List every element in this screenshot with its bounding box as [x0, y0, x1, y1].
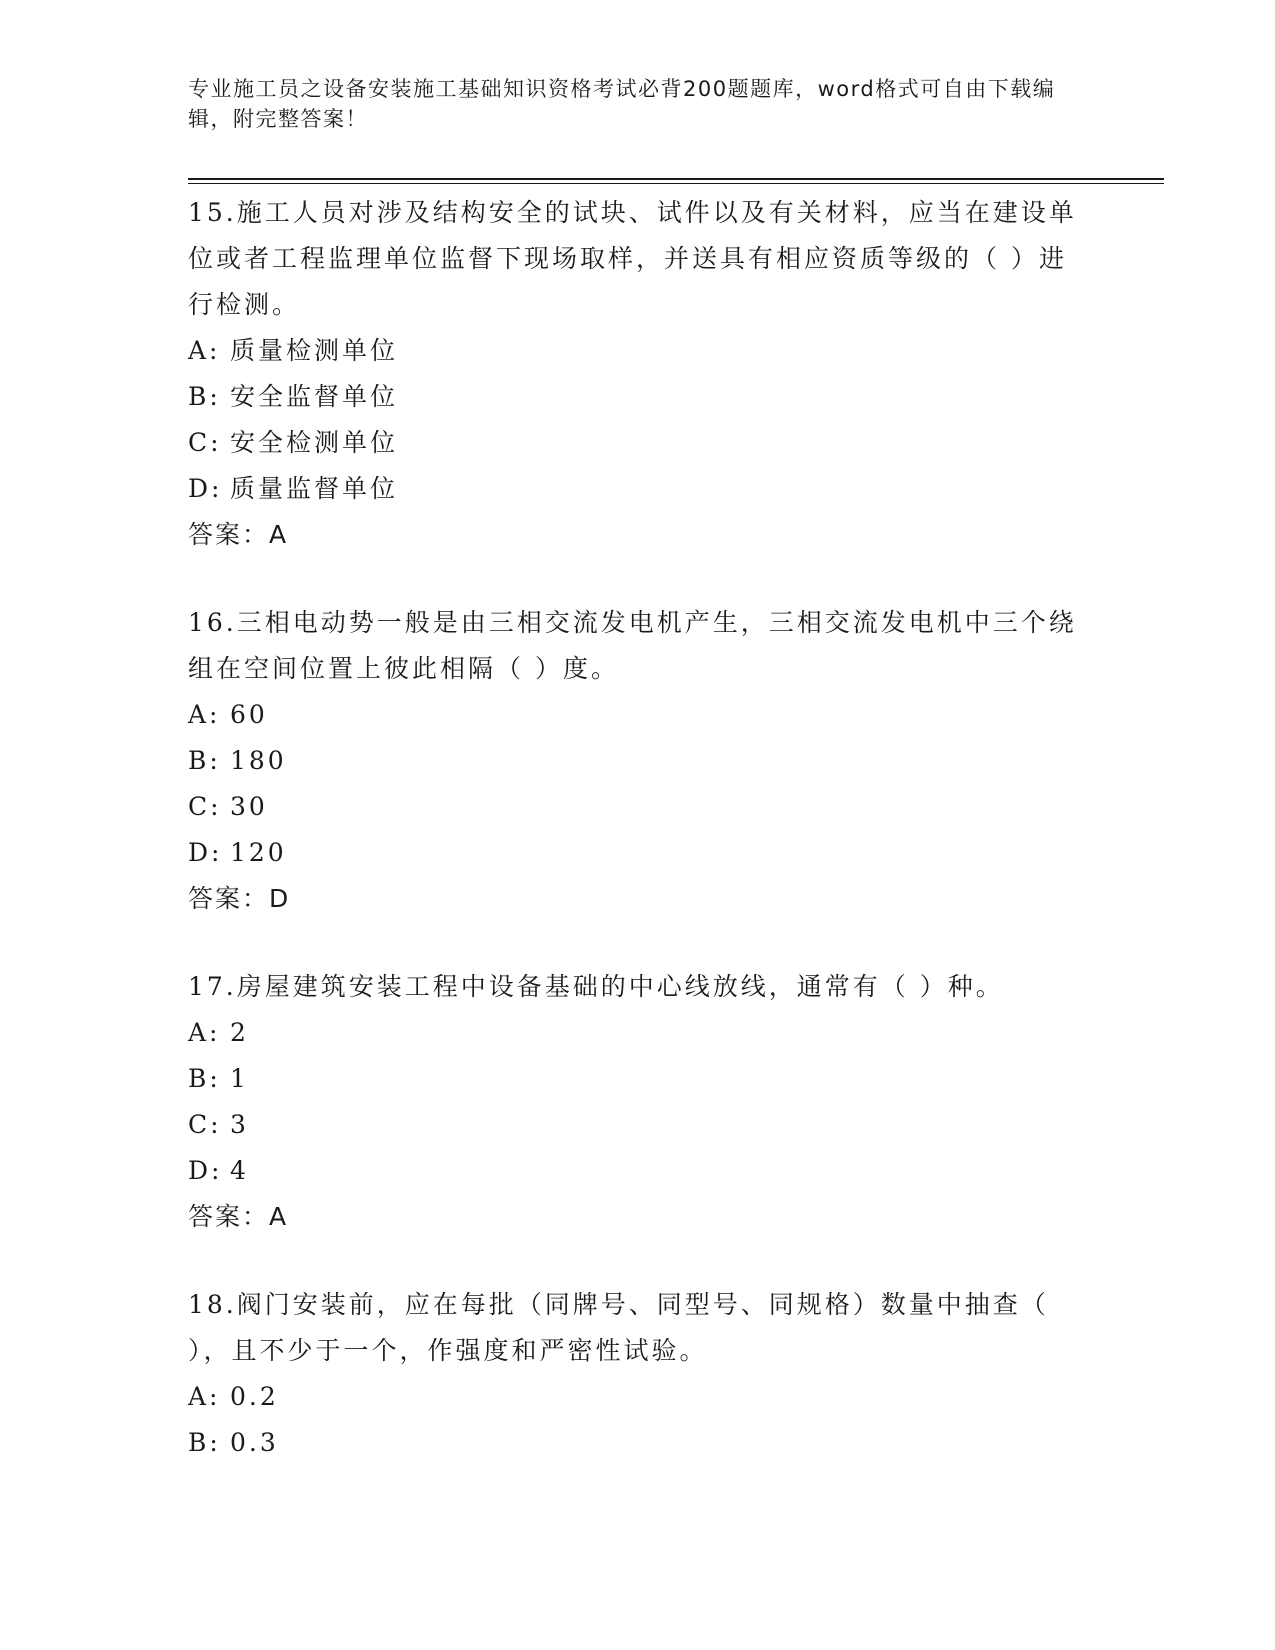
option-value: 质量监督单位 [230, 474, 399, 503]
question-18 [188, 1282, 1088, 1466]
option-c [188, 420, 1088, 466]
option-a [188, 692, 1088, 738]
option-letter: A: [188, 1018, 221, 1047]
option-letter: B: [188, 382, 221, 411]
option-value: 0.2 [230, 1382, 279, 1411]
option-d [188, 1148, 1088, 1194]
answer-line: 答案：A [188, 520, 289, 549]
option-value: 安全监督单位 [230, 382, 399, 411]
option-letter: D: [188, 474, 223, 503]
question-text: 17.房屋建筑安装工程中设备基础的中心线放线，通常有（ ）种。 [188, 972, 1004, 1001]
option-letter: B: [188, 1428, 221, 1457]
option-value: 4 [230, 1156, 249, 1185]
question-15 [188, 190, 1088, 558]
option-value: 120 [230, 838, 287, 867]
option-a [188, 1010, 1088, 1056]
option-letter: C: [188, 428, 222, 457]
option-letter: D: [188, 1156, 223, 1185]
header-divider-thick [188, 178, 1164, 180]
option-b [188, 1056, 1088, 1102]
option-a [188, 328, 1088, 374]
option-letter: A: [188, 1382, 221, 1411]
spacer [188, 1240, 1088, 1282]
question-text: 18.阀门安装前，应在每批（同牌号、同型号、同规格）数量中抽查（ ），且不少于一个，作强度和严密性试验。 [188, 1290, 1049, 1365]
option-value: 2 [230, 1018, 249, 1047]
option-c [188, 1102, 1088, 1148]
option-d [188, 466, 1088, 512]
option-value: 1 [230, 1064, 249, 1093]
option-b [188, 374, 1088, 420]
option-letter: A: [188, 336, 221, 365]
spacer [188, 558, 1088, 600]
option-c [188, 784, 1088, 830]
document-header: 专业施工员之设备安装施工基础知识资格考试必背200题题库，word格式可自由下载编辑，附完整答案！ [188, 77, 1056, 131]
option-d [188, 830, 1088, 876]
option-value: 3 [230, 1110, 249, 1139]
header-divider-thin [188, 183, 1164, 184]
question-17 [188, 964, 1088, 1240]
question-16 [188, 600, 1088, 922]
option-value: 安全检测单位 [230, 428, 399, 457]
option-a [188, 1374, 1088, 1420]
option-value: 60 [230, 700, 268, 729]
option-letter: D: [188, 838, 223, 867]
option-value: 质量检测单位 [230, 336, 399, 365]
option-value: 180 [230, 746, 287, 775]
spacer [188, 922, 1088, 964]
option-b [188, 738, 1088, 784]
answer-line: 答案：A [188, 1202, 289, 1231]
option-letter: C: [188, 792, 222, 821]
question-list [188, 190, 1088, 1466]
question-text: 16.三相电动势一般是由三相交流发电机产生，三相交流发电机中三个绕组在空间位置上彼此相隔（ ）度。 [188, 608, 1077, 683]
option-letter: B: [188, 746, 221, 775]
option-letter: B: [188, 1064, 221, 1093]
question-text: 15.施工人员对涉及结构安全的试块、试件以及有关材料，应当在建设单位或者工程监理单位监督下现场取样，并送具有相应资质等级的（ ）进行检测。 [188, 198, 1077, 319]
option-letter: C: [188, 1110, 222, 1139]
option-letter: A: [188, 700, 221, 729]
answer-line: 答案：D [188, 884, 291, 913]
option-value: 0.3 [230, 1428, 279, 1457]
option-b [188, 1420, 1088, 1466]
option-value: 30 [230, 792, 268, 821]
